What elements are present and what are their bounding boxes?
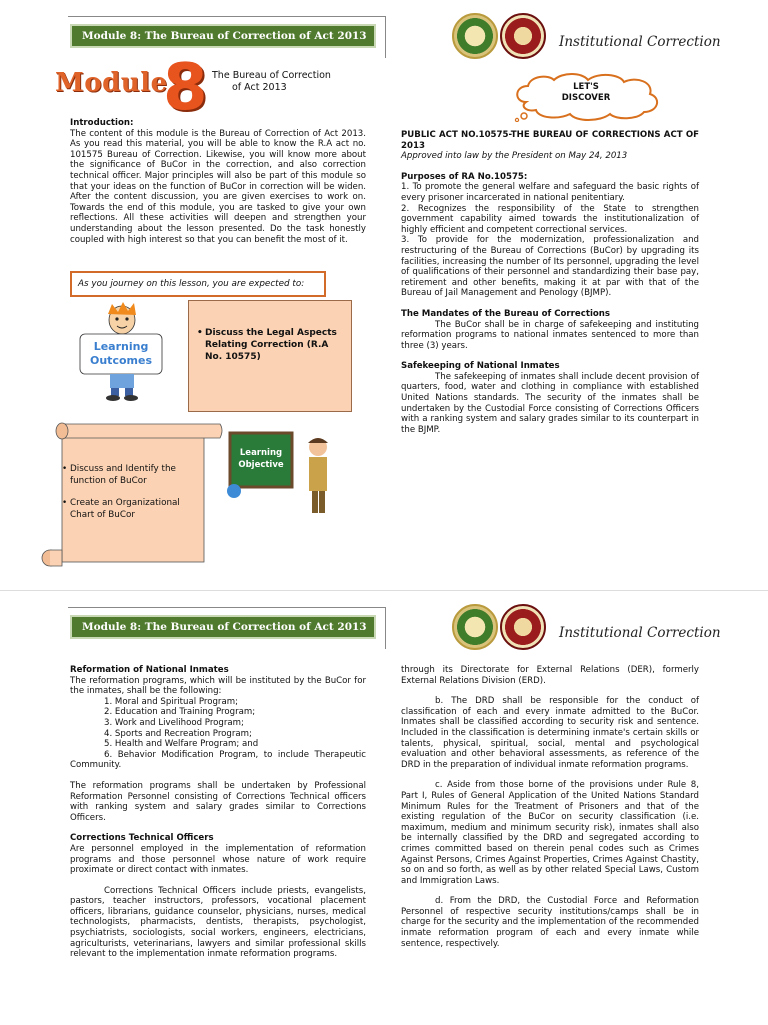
module-banner-number: 8 (163, 51, 208, 125)
objective-item-2: • Create an Organizational Chart of BuCor (64, 497, 198, 521)
program-item-2: 2. Education and Training Program; (104, 707, 256, 718)
learning-figure-line1: Learning (93, 340, 149, 353)
reformation-intro: The reformation programs, which will be instituted by the BuCor for the inmates, shall be the following: (70, 675, 366, 697)
safekeeping-heading: Safekeeping of National Inmates (401, 361, 560, 372)
module-header-bar: Module 8: The Bureau of Correction of Act 2013 (70, 24, 376, 48)
cto-heading: Corrections Technical Officers (70, 833, 214, 844)
module-subtitle (212, 70, 342, 94)
mandates-heading: The Mandates of the Bureau of Corrections (401, 308, 611, 319)
learning-objective-board-icon (226, 425, 342, 520)
cloud-line1: LET'S (573, 82, 599, 92)
program-item-4: 4. Sports and Recreation Program; (104, 728, 252, 739)
college-seal-icon (500, 604, 546, 650)
college-seal-icon (500, 13, 546, 59)
program-item-1: 1. Moral and Spiritual Program; (104, 696, 238, 707)
institution-title: Institutional Correction (559, 625, 721, 641)
program-item-6: 6. Behavior Modification Program, to include Therapeutic Community. (70, 749, 366, 771)
introduction-body: The content of this module is the Bureau of Correction of Act 2013. As you read this material, you will be able to know the R.A act no. 101575 Bureau of Correction. Likewise, you will know more about the significance of BuCor in the correction, and also correction technical officer. Major principles will also be part of this module so that your ideas on the function of BuCor in correction will be widen. After the content discussion, you are given exercises to work on. Towards the end of this module, you are tasked to give your own reflections. All these activities will deepen and strengthen your understanding about the lesson presented. Do the task honestly coupled with high interest so that you can benefit the most of it. (70, 128, 366, 245)
bullet-icon: • (197, 328, 203, 338)
act-section (401, 130, 699, 435)
act-title: PUBLIC ACT NO.10575-THE BUREAU OF CORRECTIONS ACT OF 2013 (401, 130, 699, 151)
learning-objectives-list (64, 463, 198, 521)
module-subtitle-line1: The Bureau of Correction (212, 70, 331, 81)
learning-outcomes-box (188, 300, 352, 412)
university-seal-icon (452, 13, 498, 59)
reformation-heading: Reformation of National Inmates (70, 665, 229, 675)
introduction-section (70, 118, 366, 245)
learning-figure-line2: Outcomes (90, 354, 152, 367)
act-approved-date: Approved into law by the President on May 24, 2013 (401, 151, 628, 162)
board-line2: Objective (238, 460, 284, 470)
learning-outcome-item: Discuss the Legal Aspects Relating Correction (R.A No. 10575) (205, 328, 337, 362)
reformation-undertaken: The reformation programs shall be undertaken by Professional Reformation Personnel consisting of Corrections Technical officers with ranking system and salary grades similar to Corrections Officers. (70, 780, 366, 823)
expectations-box: As you journey on this lesson, you are expected to: (70, 271, 326, 297)
program-item-3: 3. Work and Livelihood Program; (104, 717, 244, 728)
module-header-bar: Module 8: The Bureau of Correction of Act 2013 (70, 615, 376, 639)
purpose-item-3: 3. To provide for the modernization, professionalization and restructuring of the Bureau of Corrections (BuCor) by upgrading its facilities, increasing the number of Its personnel, upgrading the level of qualifications of their personnel and standardizing their base pay, retirement and other benefits, making it at par with that of the Bureau of Jail Management and Penology (BJMP). (401, 235, 699, 299)
purpose-item-2: 2. Recognizes the responsibility of the State to strengthen government capability aimed towards the institutionalization of highly efficient and competent correctional services. (401, 203, 699, 235)
paragraph-d: d. From the DRD, the Custodial Force and Reformation Personnel of respective security institutions/camps shall be in charge for the security and the implementation of the recommended inmate reformation program of each and every inmate while sentence, respectively. (401, 896, 699, 949)
cloud-line2: DISCOVER (561, 93, 611, 103)
module-subtitle-line2: of Act 2013 (232, 82, 287, 93)
board-line1: Learning (239, 448, 283, 458)
cto-include: Corrections Technical Officers include priests, evangelists, pastors, teacher instructors, professors, vocational placement officers, librarians, guidance counselor, physicians, nurses, medical technologists, pharmacists, dentists, therapists, psychologist, psychiatrists, sociologists, social workers, engineers, electricians, agriculturists, veterinarians, lawyers and similar professional skills relevant to the implementation inmate reformation programs. (70, 885, 366, 960)
classification-section (401, 665, 699, 949)
learning-outcomes-figure-icon (68, 300, 174, 402)
page-two (0, 590, 768, 1025)
cto-definition: Are personnel employed in the implementation of reformation programs and those personnel whose nature of work require proximate or direct contact with inmates. (70, 843, 366, 876)
objective-item-1: • Discuss and Identify the function of BuCor (64, 463, 198, 487)
paragraph-c: c. Aside from those borne of the provisions under Rule 8, Part I, Rules of General Application of the United Nations Standard Minimum Rules for the Treatment of Prisoners and that of the existing regulation of the BuCor on security classification (i.e. maximum, medium and minimum security risk), inmates shall also be internally classified by the DRD and segregated according to crimes committed based on therein penal codes such as Crimes Against Persons, Crimes Against Properties, Crimes Against Chastity, so on and so forth, as well as by other related Special Laws, Custom and Immigration Laws. (401, 780, 699, 886)
purposes-heading: Purposes of RA No.10575: (401, 171, 528, 182)
introduction-heading: Introduction: (70, 118, 134, 128)
paragraph-b: b. The DRD shall be responsible for the conduct of classification of each and every inmate admitted to the BuCor. Inmates shall be classified according to security risk and sentence. Included in the classification is determining inmate's certain skills or talents, physical, spiritual, social, mental and psychological evaluation and other behavioral assessments, as reference of the DRD in the preparation of individual inmate reformation programs. (401, 696, 699, 770)
purpose-item-1: 1. To promote the general welfare and safeguard the basic rights of every prisoner incarcerated in national penitentiary. (401, 182, 699, 203)
program-item-5: 5. Health and Welfare Program; and (104, 739, 259, 750)
module-banner-word: Module (55, 68, 168, 98)
university-seal-icon (452, 604, 498, 650)
safekeeping-body: The safekeeping of inmates shall include decent provision of quarters, food, water and clothing in compliance with established United Nations standards. The security of the inmates shall be undertaken by the Custodial Force consisting of Corrections Officers with a ranking system and salary grades similar to its counterpart in the BJMP. (401, 371, 699, 435)
reformation-section (70, 665, 366, 960)
mandates-body: The BuCor shall be in charge of safekeeping and instituting reformation programs to national inmates sentenced to more than three (3) years. (401, 319, 699, 351)
lets-discover-label (548, 82, 624, 104)
institution-title: Institutional Correction (559, 34, 721, 50)
der-paragraph: through its Directorate for External Relations (DER), formerly External Relations Division (ERD). (401, 665, 699, 686)
